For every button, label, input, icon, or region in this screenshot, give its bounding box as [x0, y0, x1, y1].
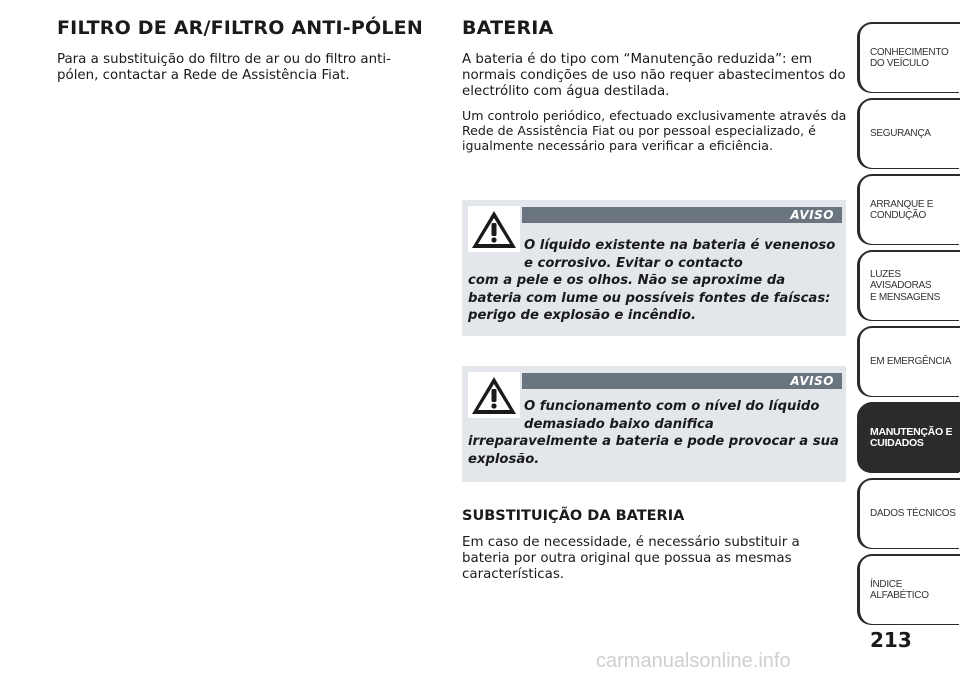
tab-label-line1: CONHECIMENTO: [870, 46, 949, 58]
warning-text-2: [468, 398, 840, 468]
warning-text-1-first: O líquido existente na bateria é venenoso e corrosivo. Evitar o contacto: [524, 238, 836, 271]
warning-label: AVISO: [522, 207, 842, 223]
tab-label-line2: E MENSAGENS: [870, 291, 941, 303]
battery-paragraph-2: Um controlo periódico, efectuado exclusivamente através da Rede de Assistência Fiat ou por pessoal especializado, é igualmente necessário para verificar a eficiência.: [462, 108, 847, 153]
tab-label-line1: ARRANQUE E: [870, 198, 934, 210]
tab-dados-tecnicos[interactable]: [858, 478, 960, 548]
page-number: 213: [870, 628, 912, 652]
filter-paragraph: Para a substituição do filtro de ar ou do filtro anti-pólen, contactar a Rede de Assistência Fiat.: [57, 52, 391, 83]
section-title-battery: BATERIA: [462, 17, 554, 39]
tab-emergencia[interactable]: [858, 326, 960, 396]
battery-replacement-section: [462, 507, 842, 591]
left-column: [57, 16, 437, 92]
right-column: [462, 16, 847, 161]
tab-label-line1: LUZES AVISADORAS: [870, 268, 932, 292]
tab-seguranca[interactable]: [858, 98, 960, 168]
warning-box-1: [462, 200, 846, 336]
warning-label: AVISO: [522, 373, 842, 389]
warning-text-2-rest: irreparavelmente a bateria e pode provocar a sua explosão.: [468, 434, 839, 467]
tab-label-line2: CONDUÇÃO: [870, 210, 926, 221]
watermark: carmanualsonline.info: [596, 650, 791, 672]
warning-box-2: [462, 366, 846, 482]
tab-luzes-avisadoras[interactable]: [858, 250, 960, 320]
section-title-filter: FILTRO DE AR/FILTRO ANTI-PÓLEN: [57, 17, 423, 39]
tab-conhecimento[interactable]: [858, 22, 960, 92]
tab-label-line2: DO VEÍCULO: [870, 58, 929, 69]
tab-label-line1: MANUTENÇÃO E: [870, 425, 953, 438]
tab-label-line1: EM EMERGÊNCIA: [870, 356, 952, 368]
warning-text-1: [468, 237, 840, 325]
battery-paragraph-1: A bateria é do tipo com “Manutenção reduzida”: em normais condições de uso não requer abastecimentos do electrólito com água destilada.: [462, 52, 846, 99]
battery-replacement-title: SUBSTITUIÇÃO DA BATERIA: [462, 508, 685, 524]
tab-label-line1: SEGURANÇA: [870, 128, 931, 140]
tab-label-line2: CUIDADOS: [870, 437, 924, 449]
warning-text-2-first: O funcionamento com o nível do líquido demasiado baixo danifica: [524, 399, 820, 432]
battery-replacement-paragraph: Em caso de necessidade, é necessário substituir a bateria por outra original que possua as mesmas características.: [462, 535, 800, 582]
tab-arranque[interactable]: [858, 174, 960, 244]
tab-label-line1: ÍNDICE ALFABÉTICO: [870, 578, 929, 601]
tab-manutencao[interactable]: [858, 402, 960, 472]
tab-label-line1: DADOS TÉCNICOS: [870, 508, 956, 520]
warning-text-1-rest: com a pele e os olhos. Não se aproxime da bateria com lume ou possíveis fontes de faíscas: perigo de explosão e incêndio.: [468, 273, 831, 323]
tab-indice[interactable]: [858, 554, 960, 624]
